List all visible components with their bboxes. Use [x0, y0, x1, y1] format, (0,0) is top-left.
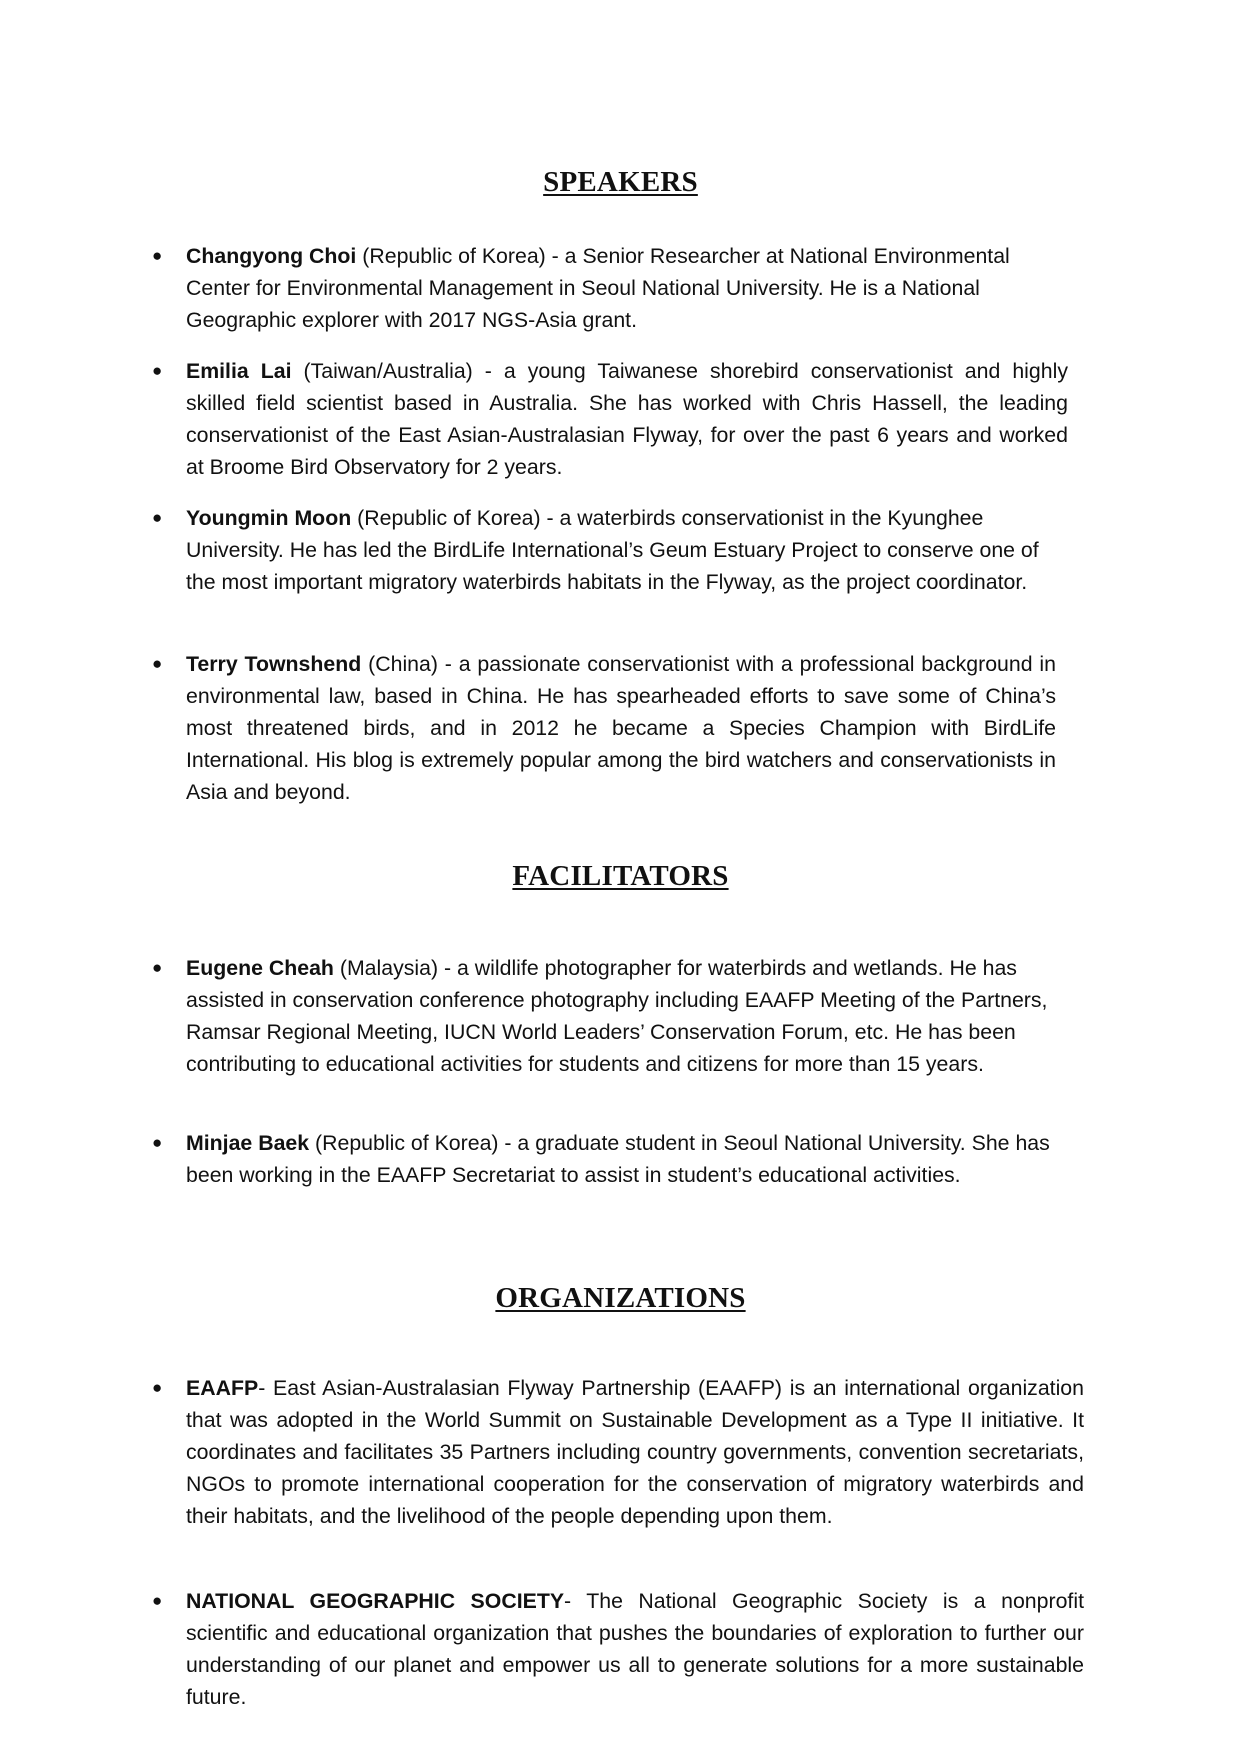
speaker-name: Emilia Lai — [186, 359, 292, 383]
speaker-name: Terry Townshend — [186, 652, 362, 676]
facilitator-description: (Malaysia) - a wildlife photographer for waterbirds and wetlands. He has assisted in conservation conference photography including EAAFP Meeting of the Partners, Ramsar Regional Meeting, IUCN World Leaders’ Conservation Forum, etc. He has been contributing to educational activities for students and citizens for more than 15 years. — [186, 956, 1048, 1076]
organization-description: - East Asian-Australasian Flyway Partnership (EAAFP) is an international organization that was adopted in the World Summit on Sustainable Development as a Type II initiative. It coordinates and facilitates 35 Partners including country governments, convention secretariats, NGOs to promote international cooperation for the conservation of migratory waterbirds and their habitats, and the livelihood of the people depending upon them. — [186, 1376, 1084, 1528]
speaker-description: (Republic of Korea) - a waterbirds conservationist in the Kyunghee University. He has led the BirdLife International’s Geum Estuary Project to conserve one of the most important migratory waterbirds habitats in the Flyway, as the project coordinator. — [186, 506, 1039, 594]
speaker-description: (China) - a passionate conservationist with a professional background in environmental law, based in China. He has spearheaded efforts to save some of China’s most threatened birds, and in 2012 he became a Species Champion with BirdLife International. His blog is extremely popular among the bird watchers and conservationists in Asia and beyond. — [186, 652, 1057, 804]
bullet-icon: ● — [152, 1378, 163, 1397]
bullet-icon: ● — [152, 958, 163, 977]
section-heading-facilitators: FACILITATORS — [512, 860, 729, 892]
bullet-icon: ● — [152, 1133, 163, 1152]
section-heading-speakers: SPEAKERS — [543, 166, 698, 198]
section-heading-organizations: ORGANIZATIONS — [495, 1282, 746, 1314]
speaker-description: (Taiwan/Australia) - a young Taiwanese shorebird conservationist and highly skilled field scientist based in Australia. She has worked with Chris Hassell, the leading conservationist of the East Asian-Australasian Flyway, for over the past 6 years and worked at Broome Bird Observatory for 2 years. — [186, 359, 1068, 479]
facilitator-name: Eugene Cheah — [186, 956, 334, 980]
bullet-icon: ● — [152, 246, 163, 265]
bullet-icon: ● — [152, 1591, 163, 1610]
facilitator-description: (Republic of Korea) - a graduate student in Seoul National University. She has been working in the EAAFP Secretariat to assist in student’s educational activities. — [186, 1131, 1050, 1187]
bullet-icon: ● — [152, 654, 163, 673]
organization-name: EAAFP — [186, 1376, 259, 1400]
bullet-icon: ● — [152, 508, 163, 527]
facilitator-name: Minjae Baek — [186, 1131, 310, 1155]
speaker-description: (Republic of Korea) - a Senior Researcher at National Environmental Center for Environmental Management in Seoul National University. He is a National Geographic explorer with 2017 NGS-Asia grant. — [186, 244, 1010, 332]
speaker-name: Changyong Choi — [186, 244, 357, 268]
bullet-icon: ● — [152, 361, 163, 380]
speaker-name: Youngmin Moon — [186, 506, 352, 530]
organization-description: - The National Geographic Society is a nonprofit scientific and educational organization that pushes the boundaries of exploration to further our understanding of our planet and empower us all to generate solutions for a more sustainable future. — [186, 1589, 1084, 1709]
organization-name: NATIONAL GEOGRAPHIC SOCIETY — [186, 1589, 565, 1613]
